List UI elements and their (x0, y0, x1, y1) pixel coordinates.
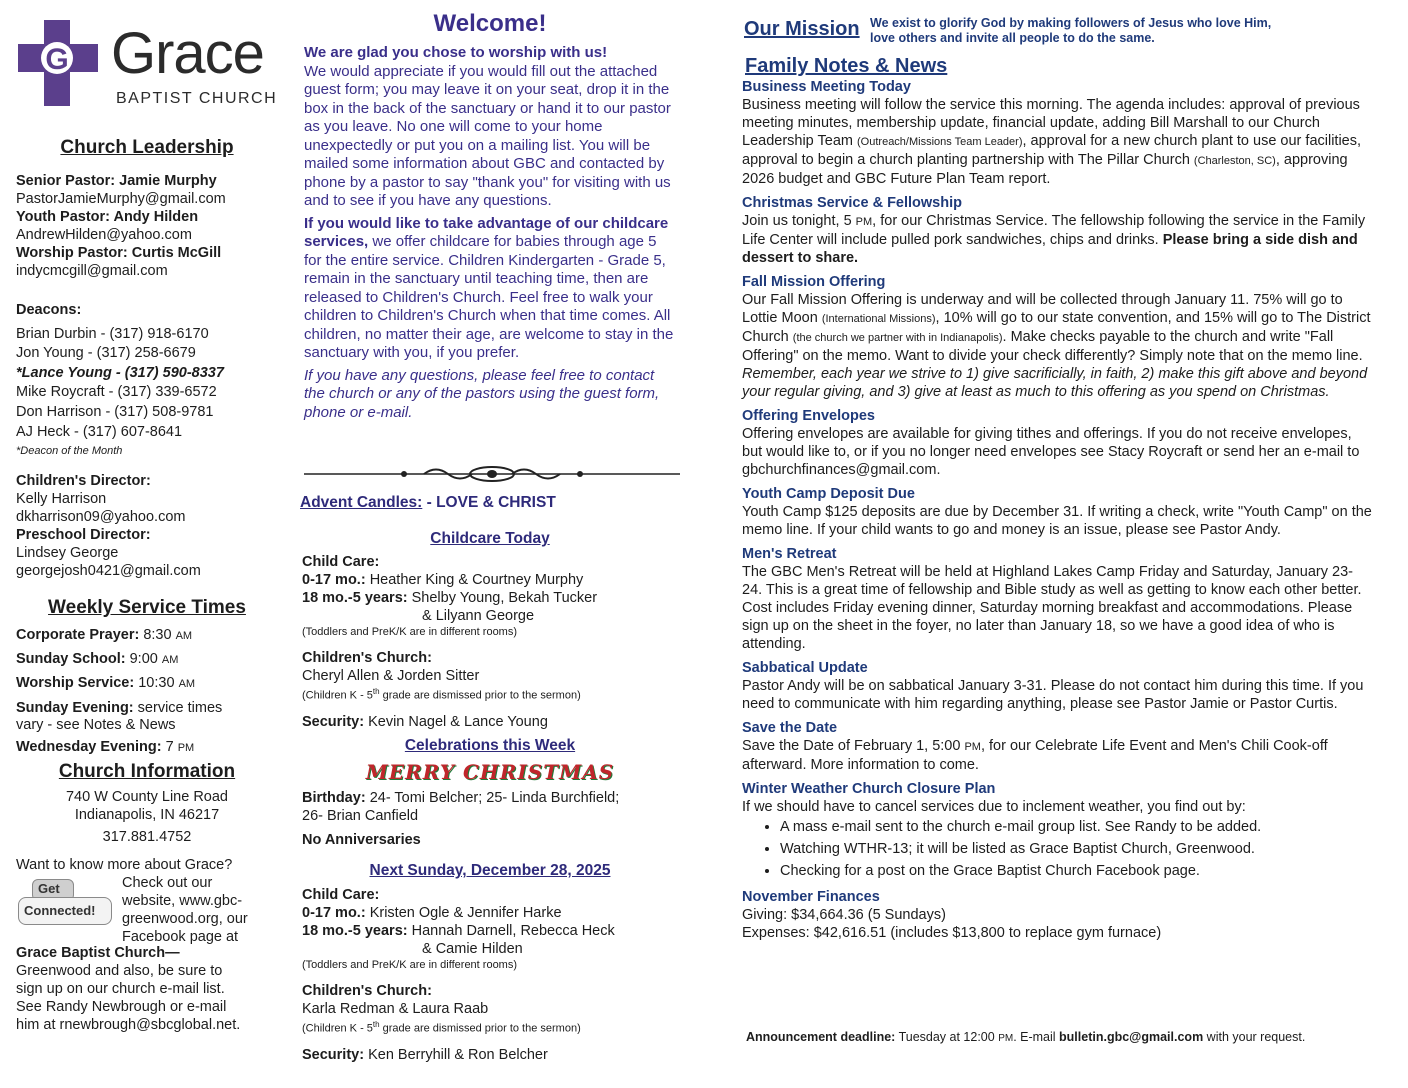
finances-expenses: Expenses: $42,616.51 (includes $13,800 to replace gym furnace) (742, 925, 1162, 941)
news-body: Business meeting will follow the service this morning. The agenda includes: approval of previous meeting minutes, membership update, financial update, adding Bill Marshall to our Church Leadership Team (Outreach/Missions Team Leader), approval for a new church plant to use our facilities, approval to begin a church planting partnership with The Pillar Church (Charleston, SC), approving 2026 budget and GBC Future Plan Team report. (742, 97, 1362, 187)
childcare-label: Child Care: (302, 887, 380, 903)
address-line: 740 W County Line Road (65, 789, 228, 805)
service-time-item: Sunday School: 9:00 AM (16, 651, 179, 667)
childrens-church-value: Karla Redman & Laura Raab (302, 1001, 489, 1017)
deacon-item: Brian Durbin - (317) 918-6170 (16, 325, 209, 342)
childcare-row-cont: & Lilyann George (422, 608, 535, 624)
news-body: Offering envelopes are available for giving tithes and offerings. If you do not receive envelopes, but would like to, or if you no longer need envelopes see Stacy Roycraft or send her an e-mail to gbchurchfinances@gmail.com. (742, 426, 1360, 478)
childcare-note: (Toddlers and PreK/K are in different rooms) (302, 959, 518, 971)
welcome-body (304, 44, 676, 422)
news-body: Pastor Andy will be on sabbatical January 3-31. Please do not contact him during this time. If you need to communicate with him regarding anything, please see Pastor Jamie or Pastor Curtis. (742, 678, 1364, 712)
childrens-director-name: Kelly Harrison (16, 491, 107, 507)
mission-text: We exist to glorify God by making followers of Jesus who love Him, (870, 16, 1272, 30)
advent-label: Advent Candles: (300, 494, 423, 511)
merry-christmas (300, 760, 680, 784)
questions-text: If you have any questions, please feel free to contact the church or any of the pastors using the guest form, phone or e-mail. (304, 366, 660, 421)
finances-giving: Giving: $34,664.36 (5 Sundays) (742, 907, 946, 923)
childcare-note: (Toddlers and PreK/K are in different rooms) (302, 626, 518, 638)
more-info-tail (16, 944, 282, 1034)
news-heading: Save the Date (742, 720, 838, 736)
cross-logo-icon (18, 20, 98, 106)
deacon-item: AJ Heck - (317) 607-8641 (16, 423, 183, 440)
childcare-row: 18 mo.-5 years: Hannah Darnell, Rebecca Heck (302, 923, 615, 939)
deacon-item: Mike Roycraft - (317) 339-6572 (16, 384, 217, 401)
news-heading: Winter Weather Church Closure Plan (742, 781, 996, 797)
news-list (742, 78, 1372, 942)
childrens-director-label: Children's Director: (16, 473, 151, 489)
news-heading: Fall Mission Offering (742, 274, 886, 290)
deacons-label: Deacons: (16, 302, 82, 318)
more-info-line: Check out our (122, 875, 213, 891)
news-heading: Christmas Service & Fellowship (742, 195, 962, 211)
more-info-line: Greenwood and also, be sure to (16, 963, 223, 979)
address-block (16, 788, 278, 846)
childrens-church-value: Cheryl Allen & Jorden Sitter (302, 668, 480, 684)
family-notes-heading: Family Notes & News (745, 55, 948, 77)
service-time-item: Worship Service: 10:30 AM (16, 675, 196, 691)
childrens-church-label: Children's Church: (302, 650, 432, 666)
news-heading: Sabbatical Update (742, 660, 868, 676)
deacon-of-month: *Lance Young - (317) 590-8337 (16, 364, 224, 381)
logo-glyph: G (45, 43, 69, 76)
more-info-line: See Randy Newbrough or e-mail (16, 999, 227, 1015)
childcare-info: If you would like to take advantage of our childcare services, we offer childcare for babies through age 5 for the entire service. Children Kindergarten - Grade 5, remain in the sanctuary until teaching time, then are released to Children's Church. Feel free to walk your children to Children's Church when that time comes. All children, no matter their age, are welcome to stay in the sanctuary with you, if you prefer. (304, 214, 674, 361)
badge-connected: Connected! (24, 903, 96, 918)
news-body: If we should have to cancel services due to inclement weather, you find out by: (742, 799, 1246, 815)
directors (16, 472, 278, 580)
mission-heading: Our Mission (744, 18, 860, 40)
welcome-lead: We are glad you chose to worship with us! (304, 44, 608, 61)
pastor-list (16, 172, 278, 280)
winter-item: • Watching WTHR-13; it will be listed as Grace Baptist Church, Greenwood. (780, 838, 1372, 860)
childcare-today-heading: Childcare Today (430, 530, 550, 547)
deacon-item: Don Harrison - (317) 508-9781 (16, 403, 214, 420)
childcare-row: 0-17 mo.: Kristen Ogle & Jennifer Harke (302, 905, 562, 921)
more-info-line: website, www.gbc- (122, 893, 243, 909)
more-info-line: Grace Baptist Church— (16, 945, 180, 961)
service-times-heading: Weekly Service Times (48, 597, 246, 618)
church-information-heading: Church Information (58, 761, 236, 782)
worship-pastor: Worship Pastor: Curtis McGill (16, 245, 222, 261)
news-body: Youth Camp $125 deposits are due by December 31. If writing a check, write "Youth Camp" on the memo line. If your child wants to go and money is an issue, please see Pastor Andy. (742, 504, 1372, 538)
celebrations-heading: Celebrations this Week (404, 737, 576, 754)
childcare-row: 0-17 mo.: Heather King & Courtney Murphy (302, 572, 584, 588)
welcome-title: Welcome! (433, 10, 547, 37)
news-body: Join us tonight, 5 PM, for our Christmas Service. The fellowship following the service in the Family Life Center will include pulled pork sandwiches, chips and drinks. Please bring a side dish and dessert to share. (742, 213, 1366, 266)
advent-value: - LOVE & CHRIST (426, 494, 556, 511)
deacon-note: *Deacon of the Month (16, 445, 123, 458)
news-body: Our Fall Mission Offering is underway and will be collected through January 11. 75% will go to Lottie Moon (International Missions), 10% will go to our state convention, and 15% will go to The District Church (the church we partner with in Indianapolis). Make checks payable to the church and write "Fall Offering" on the memo. Want to divide your check differently? Simply note that on the memo line. Remember, each year we strive to 1) give sacrificially, in faith, 2) make this gift above and beyond your regular giving, and 3) give at least as much to this offering as you spend on Christmas. (742, 292, 1371, 400)
sunday-evening: Sunday Evening: service times (16, 700, 223, 716)
next-sunday-heading: Next Sunday, December 28, 2025 (369, 862, 611, 879)
winter-item: • A mass e-mail sent to the church e-mail group list. See Randy to be added. (780, 816, 1372, 838)
childrens-church-note: (Children K - 5th grade are dismissed prior to the sermon) (302, 1020, 581, 1035)
news-heading: Youth Camp Deposit Due (742, 486, 915, 502)
news-heading: Men's Retreat (742, 546, 837, 562)
celebrations-list (302, 789, 680, 849)
birthday-row: Birthday: 24- Tomi Belcher; 25- Linda Burchfield; (302, 790, 620, 806)
address-line: Indianapolis, IN 46217 (74, 807, 220, 823)
winter-item: • Checking for a post on the Grace Baptist Church Facebook page. (780, 860, 1372, 882)
get-connected-badge (18, 877, 114, 927)
worship-pastor-email: indycmcgill@gmail.com (16, 263, 168, 279)
deacon-list (16, 301, 278, 458)
more-info-question: Want to know more about Grace? (16, 857, 233, 873)
senior-pastor-email: PastorJamieMurphy@gmail.com (16, 191, 226, 207)
welcome-text: We would appreciate if you would fill out the attached guest form; you may leave it on your seat, drop it in the box in the back of the sanctuary or hand it to our pastor as you leave. No one will come to your home unexpectedly or put you on a mailing list. You will be mailed some information about GBC and contacted by phone by a pastor to say "thank you" for visiting with us and to see if you have any questions. (304, 62, 671, 209)
winter-list (742, 816, 1372, 882)
childcare-row-cont: & Camie Hilden (422, 941, 523, 957)
anniversaries: No Anniversaries (302, 832, 421, 848)
deacon-item: Jon Young - (317) 258-6679 (16, 345, 196, 362)
wednesday-evening: Wednesday Evening: 7 PM (16, 739, 195, 755)
advent-candles (300, 494, 680, 512)
childrens-church-note: (Children K - 5th grade are dismissed prior to the sermon) (302, 687, 581, 702)
youth-pastor: Youth Pastor: Andy Hilden (16, 209, 199, 225)
more-info-line: Facebook page at (122, 929, 239, 945)
youth-pastor-email: AndrewHilden@yahoo.com (16, 227, 192, 243)
more-info-line: him at rnewbrough@sbcglobal.net. (16, 1017, 241, 1033)
merry-christmas-text: MERRY CHRISTMAS (365, 760, 615, 784)
security-row: Security: Kevin Nagel & Lance Young (302, 713, 548, 730)
logo-wordmark: Grace (111, 21, 264, 86)
more-info-line: sign up on our church e-mail list. (16, 981, 225, 997)
news-heading: Business Meeting Today (742, 79, 911, 95)
service-time-item: Corporate Prayer: 8:30 AM (16, 627, 193, 643)
childcare-row: 18 mo.-5 years: Shelby Young, Bekah Tucker (302, 590, 598, 606)
childrens-director-email: dkharrison09@yahoo.com (16, 509, 186, 525)
announcement-footer: Announcement deadline: Tuesday at 12:00 PM. E-mail bulletin.gbc@gmail.com with your request. (746, 1030, 1306, 1044)
preschool-director-name: Lindsey George (16, 545, 119, 561)
badge-get: Get (38, 881, 60, 896)
logo-subtitle: BAPTIST CHURCH (116, 90, 278, 107)
childcare-label: Child Care: (302, 554, 380, 570)
news-body: The GBC Men's Retreat will be held at Highland Lakes Camp Friday and Saturday, January 23-24. This is a great time of fellowship and Bible study as well as getting to know each other better. Cost includes Friday evening dinner, Saturday morning breakfast and accommodations. Please sign up on the sheet in the foyer, no later than January 18, so we have a good idea of who is attending. (742, 564, 1362, 652)
more-info-right (122, 874, 282, 946)
news-heading: Offering Envelopes (742, 408, 875, 424)
senior-pastor: Senior Pastor: Jamie Murphy (16, 173, 217, 189)
childrens-church-label: Children's Church: (302, 983, 432, 999)
ornament-divider-icon (304, 464, 680, 484)
news-heading: November Finances (742, 889, 880, 905)
church-logo (18, 20, 280, 110)
childcare-today (302, 553, 680, 731)
sunday-evening-note: vary - see Notes & News (16, 717, 176, 733)
mission-text: love others and invite all people to do the same. (870, 31, 1155, 45)
more-info-line: greenwood.org, our (122, 911, 248, 927)
birthday-row-cont: 26- Brian Canfield (302, 808, 419, 824)
church-phone: 317.881.4752 (102, 829, 192, 845)
preschool-director-label: Preschool Director: (16, 527, 151, 543)
news-body: Save the Date of February 1, 5:00 PM, for our Celebrate Life Event and Men's Chili Cook-off afterward. More information to come. (742, 738, 1328, 773)
church-leadership-heading: Church Leadership (60, 137, 234, 158)
next-sunday (302, 886, 680, 1064)
service-times-list (16, 624, 278, 760)
security-row: Security: Ken Berryhill & Ron Belcher (302, 1046, 548, 1063)
preschool-director-email: georgejosh0421@gmail.com (16, 563, 201, 579)
